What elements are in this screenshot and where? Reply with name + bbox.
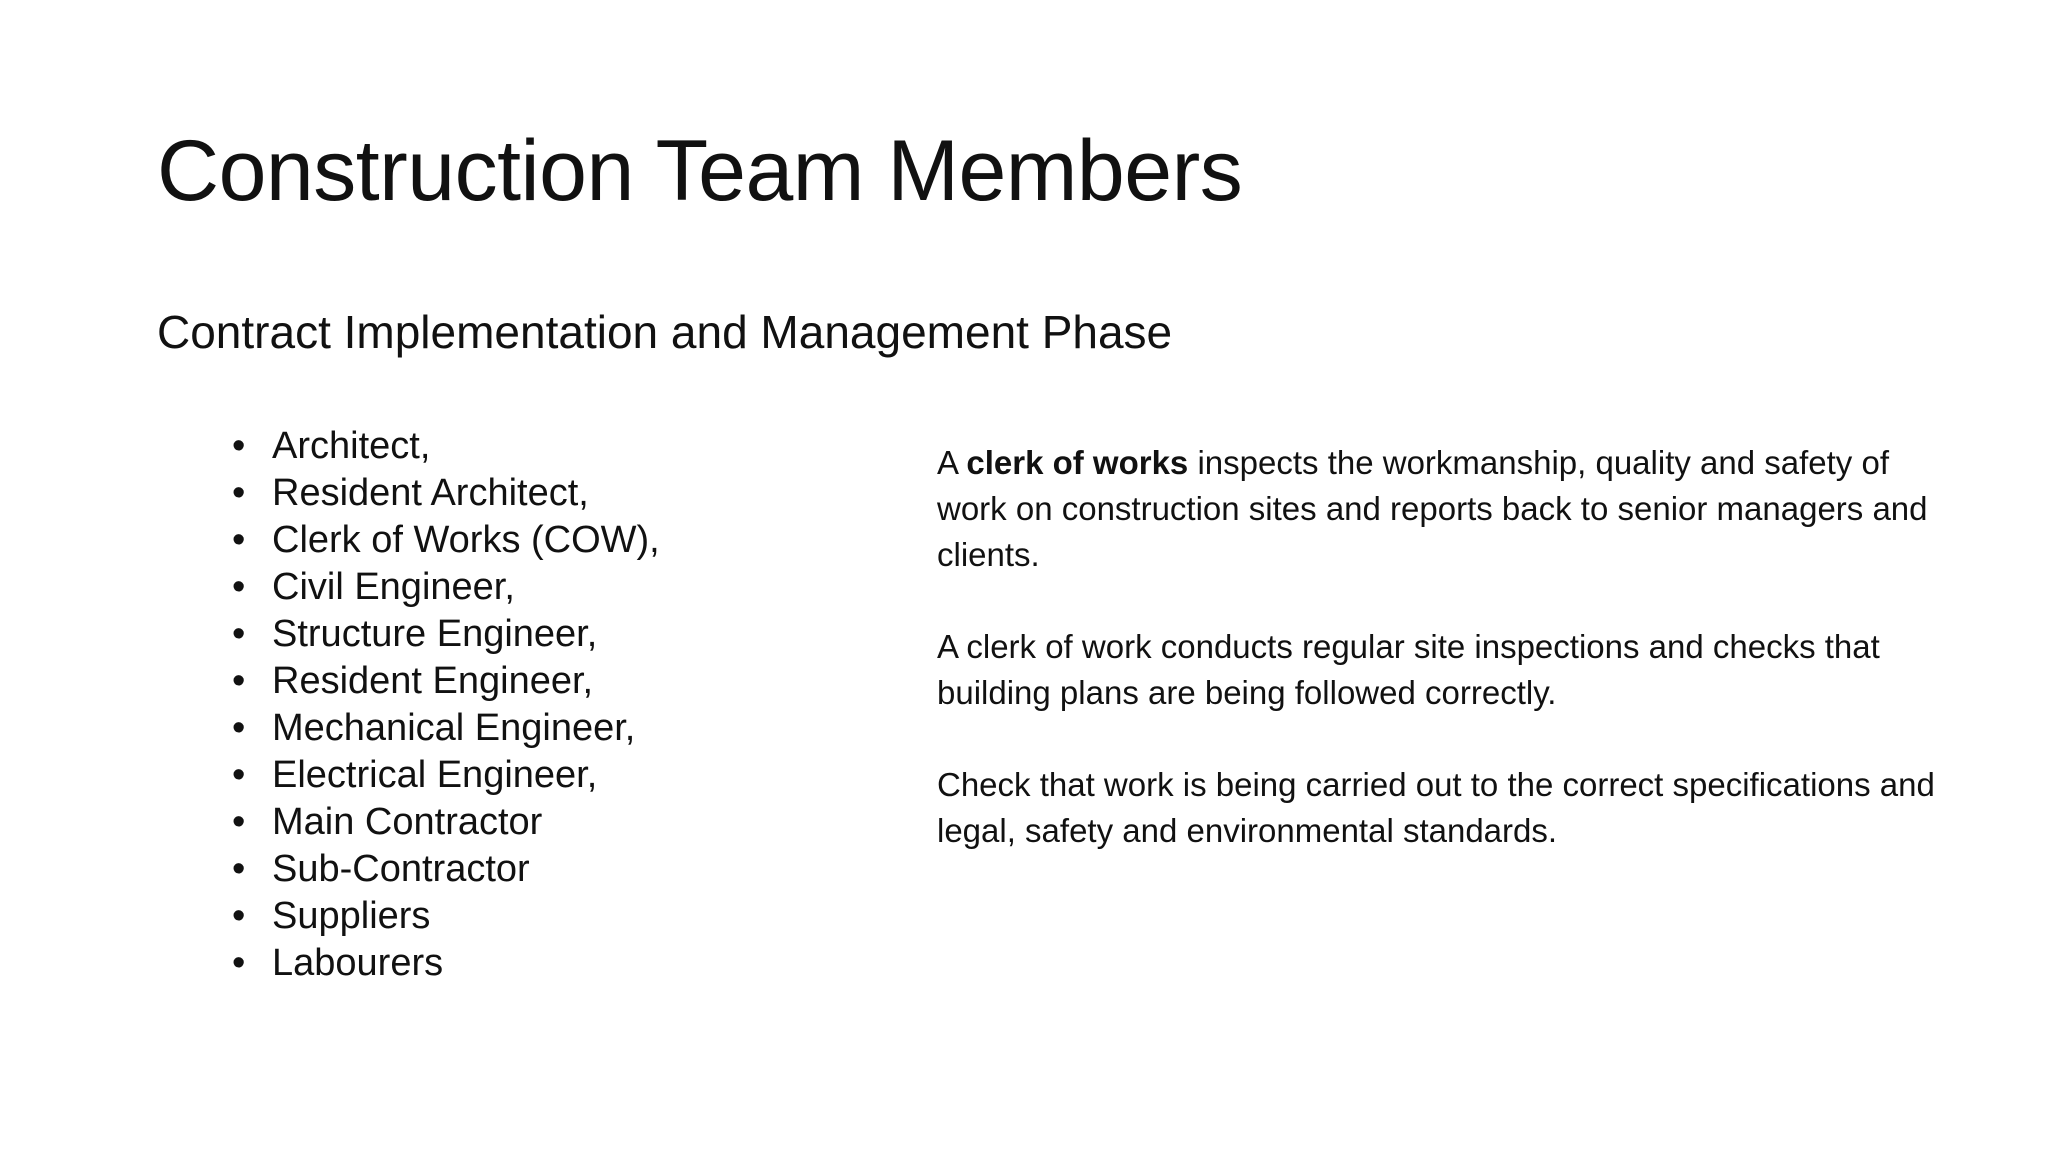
description-paragraph: Check that work is being carried out to the correct specifications and legal, safety and environmental standards. [937, 766, 1935, 849]
bullet-icon: • [232, 472, 246, 514]
description-text: inspects the workmanship, quality and safety of work on construction sites and reports back to senior managers and clients. [937, 444, 1928, 573]
list-item [232, 799, 660, 846]
bullet-icon: • [232, 848, 246, 890]
list-item [232, 611, 660, 658]
list-item [232, 752, 660, 799]
bullet-icon: • [232, 660, 246, 702]
team-member-label: Electrical Engineer, [272, 754, 598, 796]
bullet-icon: • [232, 613, 246, 655]
slide-title: Construction Team Members [157, 123, 1243, 219]
bullet-icon: • [232, 566, 246, 608]
description-text: A [937, 444, 967, 481]
highlighted-term: clerk of works [966, 444, 1189, 481]
team-member-label: Main Contractor [272, 801, 543, 843]
list-item [232, 940, 660, 987]
clerk-of-works-description [937, 440, 1947, 900]
bullet-icon: • [232, 801, 246, 843]
team-member-label: Sub-Contractor [272, 848, 530, 890]
list-item [232, 564, 660, 611]
list-item [232, 517, 660, 564]
bullet-icon: • [232, 895, 246, 937]
slide-subtitle: Contract Implementation and Management Phase [157, 306, 1173, 358]
list-item [232, 470, 660, 517]
list-item [232, 423, 660, 470]
bullet-icon: • [232, 754, 246, 796]
list-item [232, 658, 660, 705]
team-member-label: Suppliers [272, 895, 431, 937]
team-members-list [232, 423, 660, 987]
team-member-label: Mechanical Engineer, [272, 707, 636, 749]
list-item [232, 893, 660, 940]
bullet-icon: • [232, 942, 246, 984]
team-member-label: Structure Engineer, [272, 613, 598, 655]
team-member-label: Clerk of Works (COW), [272, 519, 660, 561]
list-item [232, 846, 660, 893]
team-member-label: Labourers [272, 942, 444, 984]
team-member-label: Architect, [272, 425, 431, 467]
description-paragraph: A clerk of work conducts regular site inspections and checks that building plans are being followed correctly. [937, 628, 1880, 711]
team-member-label: Civil Engineer, [272, 566, 515, 608]
description-paragraph [937, 440, 1947, 578]
bullet-icon: • [232, 707, 246, 749]
bullet-icon: • [232, 519, 246, 561]
bullet-icon: • [232, 425, 246, 467]
team-member-label: Resident Architect, [272, 472, 589, 514]
team-member-label: Resident Engineer, [272, 660, 594, 702]
list-item [232, 705, 660, 752]
